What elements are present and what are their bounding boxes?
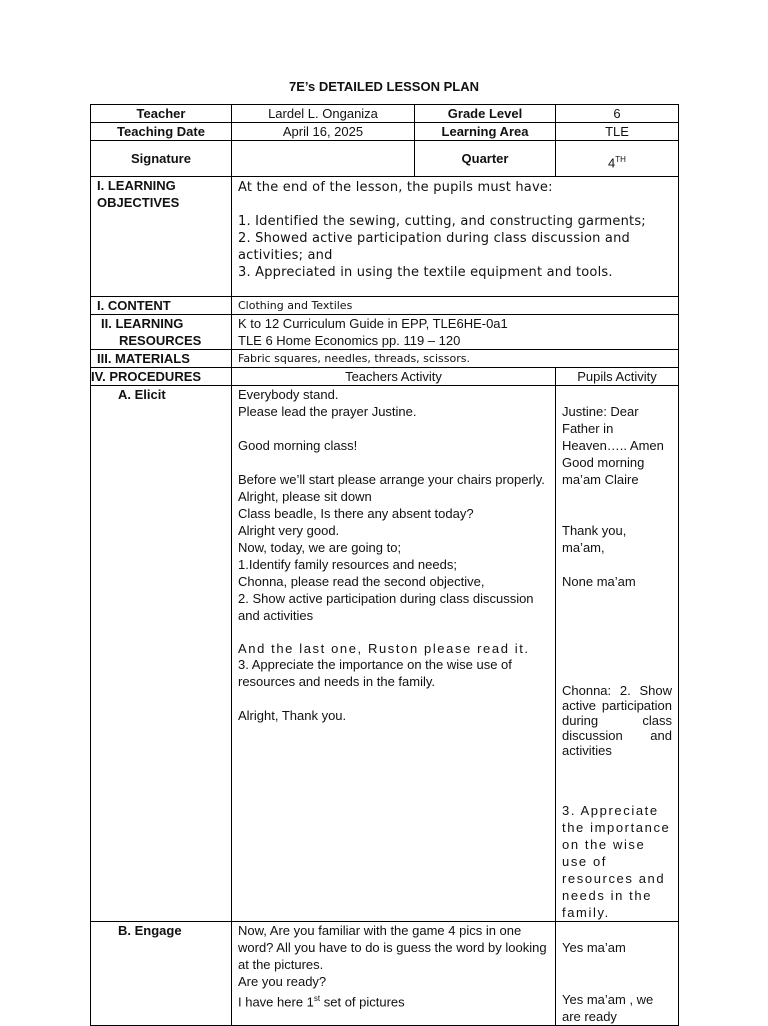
elicit-teacher-line-1: Everybody stand.: [238, 387, 339, 402]
objectives-label-line1: I. LEARNING: [97, 178, 176, 193]
engage-teacher-line-3-end: set of pictures: [320, 994, 405, 1010]
pupils-activity-header: Pupils Activity: [556, 368, 679, 386]
engage-pupil-line-1: Yes ma’am: [562, 940, 626, 955]
objective-item-2: 2. Showed active participation during class discussion and activities; and: [238, 231, 630, 263]
engage-teacher-line-1: Now, Are you familiar with the game 4 pics in one word? All you have to do is guess the word by looking at the pictures.: [238, 923, 547, 972]
teaching-date-value: April 16, 2025: [232, 123, 415, 141]
resources-label-line2: RESOURCES: [119, 333, 202, 348]
objectives-intro: At the end of the lesson, the pupils must have:: [238, 180, 553, 195]
quarter-number: 4: [608, 155, 616, 171]
elicit-pupil-line-6: 3. Appreciate the importance on the wise use of resources and needs in the family.: [562, 803, 671, 920]
elicit-pupil-line-1: Justine: Dear Father in Heaven….. Amen: [562, 404, 664, 453]
teachers-activity-header: Teachers Activity: [232, 368, 556, 386]
elicit-teacher-line-3: Good morning class!: [238, 438, 358, 453]
elicit-teacher-line-7: Alright very good.: [238, 523, 340, 538]
objective-item-1: 1. Identified the sewing, cutting, and constructing garments;: [238, 214, 646, 229]
engage-pupils-activity: [556, 922, 679, 1026]
content-value: Clothing and Textiles: [232, 297, 679, 315]
elicit-pupil-line-3: Thank you, ma’am,: [562, 523, 627, 555]
content-row: [91, 297, 679, 315]
resource-line-1: K to 12 Curriculum Guide in EPP, TLE6HE-0a1: [238, 316, 508, 331]
engage-teacher-line-3: [238, 990, 549, 1010]
resources-value: [232, 315, 679, 350]
learning-area-label: Learning Area: [415, 123, 556, 141]
lesson-plan-table: [90, 104, 679, 1026]
resource-line-2: TLE 6 Home Economics pp. 119 – 120: [238, 333, 461, 348]
elicit-pupil-line-5: Chonna: 2. Show active participation during class discussion and activities: [562, 683, 672, 758]
engage-teacher-line-3-start: I have here 1: [238, 994, 314, 1010]
quarter-label: Quarter: [415, 141, 556, 177]
resources-label: [91, 315, 232, 350]
elicit-pupil-line-2: Good morning ma’am Claire: [562, 455, 645, 487]
objective-item-3: 3. Appreciated in using the textile equipment and tools.: [238, 265, 613, 280]
document-title: 7E’s DETAILED LESSON PLAN: [289, 79, 479, 94]
elicit-teacher-line-2: Please lead the prayer Justine.: [238, 404, 417, 419]
elicit-teacher-line-12: And the last one, Ruston please read it.: [238, 641, 530, 656]
engage-teacher-ordinal: st: [313, 994, 321, 1003]
engage-label: B. Engage: [91, 922, 232, 1026]
quarter-ordinal: TH: [615, 155, 626, 165]
objectives-label-line2: OBJECTIVES: [97, 195, 180, 210]
procedures-label: IV. PROCEDURES: [91, 368, 232, 386]
materials-label: III. MATERIALS: [91, 350, 232, 368]
signature-field: [232, 141, 415, 177]
elicit-label: A. Elicit: [91, 386, 232, 922]
elicit-row: [91, 386, 679, 922]
elicit-teacher-line-4: Before we’ll start please arrange your chairs properly.: [238, 472, 545, 487]
engage-pupil-line-2: Yes ma’am , we are ready: [562, 992, 654, 1024]
resources-row: [91, 315, 679, 350]
signature-label: Signature: [91, 141, 232, 177]
objectives-label: [91, 177, 232, 297]
elicit-teacher-line-13: 3. Appreciate the importance on the wise use of resources and needs in the family.: [238, 657, 512, 689]
elicit-teacher-line-14: Alright, Thank you.: [238, 708, 347, 723]
content-label: I. CONTENT: [91, 297, 232, 315]
elicit-teacher-line-5: Alright, please sit down: [238, 489, 372, 504]
learning-area-value: TLE: [556, 123, 679, 141]
elicit-teacher-activity: [232, 386, 556, 922]
elicit-teacher-line-11: 2. Show active participation during class discussion and activities: [238, 591, 534, 623]
elicit-pupil-line-4: None ma’am: [562, 574, 636, 589]
teaching-date-label: Teaching Date: [91, 123, 232, 141]
date-row: [91, 123, 679, 141]
teacher-name: Lardel L. Onganiza: [232, 105, 415, 123]
teacher-row: [91, 105, 679, 123]
elicit-pupils-activity: [556, 386, 679, 922]
engage-teacher-activity: [232, 922, 556, 1026]
engage-teacher-line-2: Are you ready?: [238, 974, 327, 989]
signature-row: [91, 141, 679, 177]
materials-value: Fabric squares, needles, threads, scissors.: [232, 350, 679, 368]
elicit-teacher-line-9: 1.Identify family resources and needs;: [238, 557, 457, 572]
materials-row: [91, 350, 679, 368]
resources-label-line1: II. LEARNING: [101, 316, 184, 331]
elicit-teacher-line-8: Now, today, we are going to;: [238, 540, 402, 555]
grade-level-value: 6: [556, 105, 679, 123]
procedures-header-row: [91, 368, 679, 386]
quarter-value: [556, 141, 679, 177]
teacher-label: Teacher: [91, 105, 232, 123]
grade-level-label: Grade Level: [415, 105, 556, 123]
engage-row: [91, 922, 679, 1026]
elicit-teacher-line-6: Class beadle, Is there any absent today?: [238, 506, 474, 521]
elicit-teacher-line-10: Chonna, please read the second objective,: [238, 574, 485, 589]
objectives-row: [91, 177, 679, 297]
objectives-text: [232, 177, 679, 297]
